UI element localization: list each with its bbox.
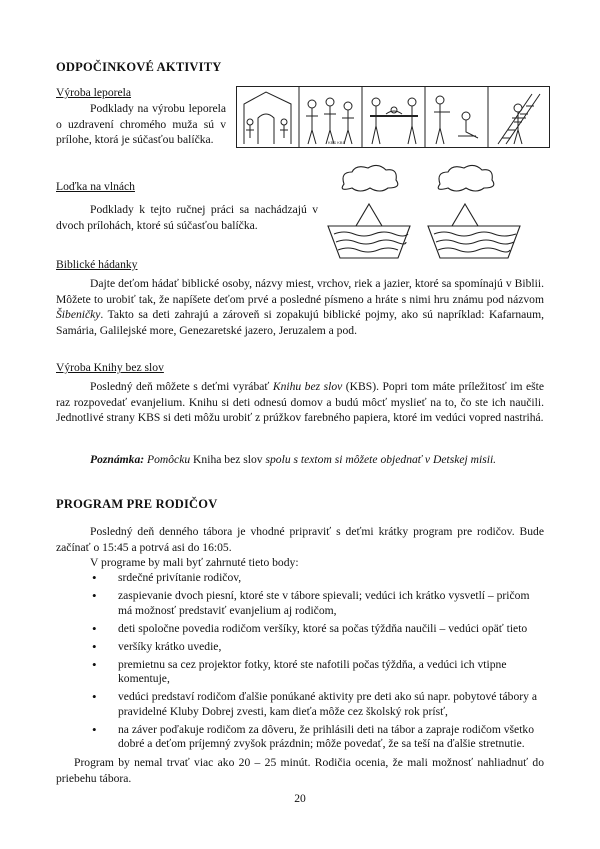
list-item: • na záver poďakuje rodičom za dôveru, že prihlásili deti na tábor a zapraje rodičom všetko dobré a deťom príjemný zvyšok prázdnin; môže povedať, že sa teší na ďalšie stretnutie.: [92, 723, 542, 752]
list-item: • vedúci predstaví rodičom ďalšie ponúkané aktivity pre deti ako sú napr. pobytové tábory a pravidelné Kluby Dobrej zvesti, kam dieťa môže cez školský rok prísť,: [92, 690, 542, 719]
note-text-a: Pomôcku: [144, 453, 194, 466]
paragraph-riddles: [56, 276, 544, 338]
subheading-boat: Loďka na vlnách: [56, 180, 135, 193]
riddles-game-name: Šibeničky: [56, 308, 101, 322]
list-item: • premietnu sa cez projektor fotky, ktoré ste nafotili počas týždňa, a vedúci ich vtipne komentuje,: [92, 658, 542, 687]
note-paragraph: [56, 452, 544, 468]
note-book-name: Kniha bez slov: [193, 453, 263, 466]
note-text-b: spolu s textom si môžete objednať v Detskej misii.: [262, 453, 497, 466]
page-number: 20: [294, 792, 306, 805]
list-item: • veršíky krátko uvedie,: [92, 640, 542, 655]
list-item: • deti spoločne povedia rodičom veršíky, ktoré sa počas týždňa naučili – vedúci opäť tieto: [92, 622, 542, 637]
paragraph-leporelo: Podklady na výrobu leporela o uzdravení chromého muža sú v prílohe, ktorá je súčasťou balíčka.: [56, 102, 226, 147]
program-list-intro: V programe by mali byť zahrnuté tieto body:: [90, 556, 299, 569]
list-item: • zaspievanie dvoch piesní, ktoré ste v tábore spievali; vedúci ich krátko vysvetlí – pričom má možnosť predstaviť evanjelium aj rodičom,: [92, 589, 542, 618]
paragraph-program-intro: Posledný deň denného tábora je vhodné pripraviť s deťmi krátky program pre rodičov. Bude začínať o 15:45 a potrvá asi do 16:05.: [56, 525, 544, 554]
subheading-riddles: Biblické hádanky: [56, 258, 138, 271]
comic-strip-illustration: [236, 86, 550, 148]
svg-text:KBS KBS: KBS KBS: [328, 140, 346, 145]
heading-relax-activities: ODPOČINKOVÉ AKTIVITY: [56, 60, 222, 74]
paragraph-wordless-book: [56, 379, 544, 426]
list-item: • srdečné privítanie rodičov,: [92, 571, 542, 586]
paragraph-program-outro: Program by nemal trvať viac ako 20 – 25 minút. Rodičia ocenia, že mali možnosť nahliadnuť do priebehu tábora.: [56, 756, 544, 785]
paper-boats-illustration: [324, 162, 524, 262]
paragraph-boat: Podklady k tejto ručnej práci sa nachádzajú v dvoch prílohách, ktoré sú súčasťou balíčka.: [56, 203, 318, 232]
note-label: Poznámka:: [90, 453, 145, 466]
riddles-text-a: Dajte deťom hádať biblické osoby, názvy miest, vrchov, riek a jazier, ktoré sa spomínajú v Biblii. Môžete to urobiť tak, že napíšete deťom prvé a posledné písmeno a hráte s nimi hru známu pod názvom: [56, 277, 544, 306]
program-bullet-list: [92, 571, 542, 755]
wordless-book-text-b: (KBS). Popri tom máte príležitosť im ešte raz rozpovedať evanjelium. Knihu si deti odnesú domov a budú môcť myslieť na to, čo ste ich naučili. Jednotlivé strany KBS si deti môžu urobiť z prúžkov farebného papiera, ktoré im vedúci vopred nastrihá.: [56, 380, 544, 425]
subheading-leporelo: Výroba leporela: [56, 86, 132, 99]
riddles-text-b: . Takto sa deti zahrajú a zároveň si zopakujú biblické pojmy, ako sú napríklad: Kafarnaum, Samária, Galilejské more, Genezaretské jazero, Jeruzalem a pod.: [56, 308, 544, 337]
wordless-book-title: Knihu bez slov: [272, 380, 343, 393]
subheading-wordless-book: Výroba Knihy bez slov: [56, 361, 164, 374]
heading-parents-program: PROGRAM PRE RODIČOV: [56, 497, 218, 511]
wordless-book-text-a: Posledný deň môžete s deťmi vyrábať: [90, 380, 273, 393]
